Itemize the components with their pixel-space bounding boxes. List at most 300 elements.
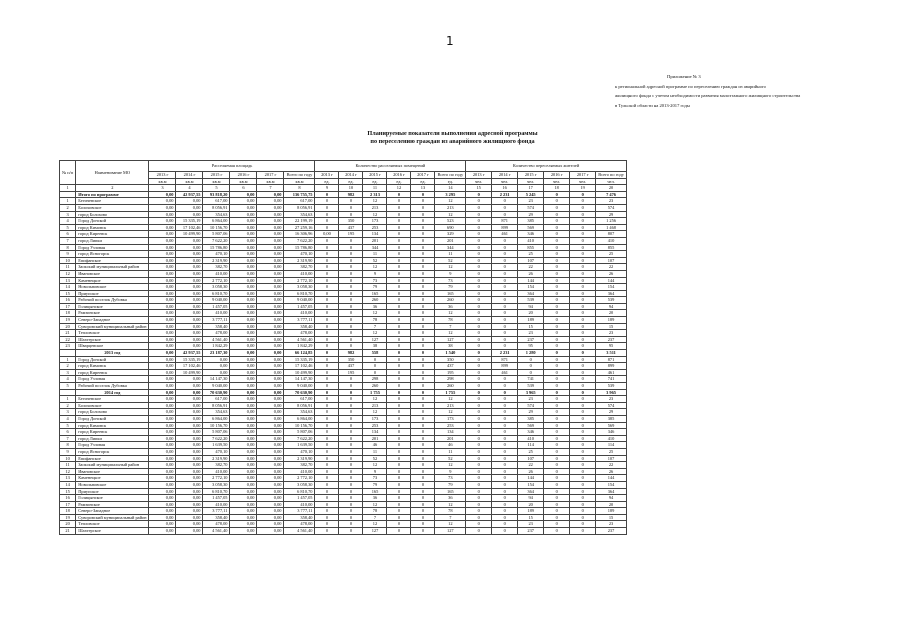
cell-name: Город Узловая bbox=[76, 244, 149, 251]
cell-value: 0 bbox=[492, 323, 518, 330]
cell-value: 25 bbox=[518, 448, 544, 455]
cell-value: 0,00 bbox=[230, 528, 257, 535]
cell-value: 4 561,40 bbox=[203, 336, 230, 343]
cell-name: Приупское bbox=[76, 290, 149, 297]
cell-value: 0,00 bbox=[230, 369, 257, 376]
cell-value: 0,00 bbox=[230, 475, 257, 482]
cell-value: 871 bbox=[596, 356, 627, 363]
cell-value: 0 bbox=[544, 251, 570, 258]
cell-value: 0,00 bbox=[257, 488, 284, 495]
cell-value: 0 bbox=[570, 376, 596, 383]
cell-value: 0,00 bbox=[176, 284, 203, 291]
cell-value: 0,00 bbox=[257, 481, 284, 488]
cell-value: 0 bbox=[387, 251, 411, 258]
table-row bbox=[60, 455, 627, 462]
cell-value: 0,00 bbox=[149, 363, 176, 370]
cell-value: 0 bbox=[570, 422, 596, 429]
cell-no: 15 bbox=[60, 488, 76, 495]
cell-value: 0 bbox=[466, 237, 492, 244]
cell-value: 0,00 bbox=[149, 396, 176, 403]
cell-value: 0 bbox=[339, 297, 363, 304]
cell-value: 10 156,70 bbox=[203, 422, 230, 429]
cell-name: Шахтерское bbox=[76, 336, 149, 343]
cell-value: 0 bbox=[466, 462, 492, 469]
table-row bbox=[60, 198, 627, 205]
cell-value: 0 bbox=[544, 191, 570, 198]
cell-value: 741 bbox=[518, 376, 544, 383]
cell-value: 0 bbox=[570, 251, 596, 258]
cell-value: 0,00 bbox=[149, 481, 176, 488]
cell-value: 26 bbox=[596, 468, 627, 475]
cell-value: 0 bbox=[544, 455, 570, 462]
cell-name: город Ясногорск bbox=[76, 251, 149, 258]
cell-value: 0 bbox=[544, 448, 570, 455]
cell-value: 107 bbox=[518, 455, 544, 462]
header-year: 2017 г bbox=[411, 172, 435, 179]
cell-name: Заокский муниципальный район bbox=[76, 264, 149, 271]
cell-value: 0 bbox=[466, 211, 492, 218]
cell-value: 0,00 bbox=[176, 237, 203, 244]
cell-value: 4 561,40 bbox=[203, 528, 230, 535]
cell-value: 0 bbox=[315, 198, 339, 205]
cell-value: 0,00 bbox=[257, 455, 284, 462]
cell-value: 0 bbox=[570, 290, 596, 297]
cell-no bbox=[60, 389, 76, 396]
cell-value: 0 bbox=[466, 376, 492, 383]
table-row bbox=[60, 336, 627, 343]
cell-value: 0,00 bbox=[257, 468, 284, 475]
cell-value: 344 bbox=[363, 244, 387, 251]
header-column-number: 2 bbox=[76, 185, 149, 192]
cell-value: 0 bbox=[570, 462, 596, 469]
cell-value: 0 bbox=[315, 468, 339, 475]
cell-value: 0,00 bbox=[230, 389, 257, 396]
cell-value: 539 bbox=[518, 383, 544, 390]
cell-value: 0 bbox=[387, 350, 411, 357]
cell-value: 298 bbox=[435, 376, 466, 383]
cell-value: 0,00 bbox=[149, 462, 176, 469]
cell-value: 0 bbox=[544, 218, 570, 225]
cell-value: 569 bbox=[518, 422, 544, 429]
cell-name: Город Донской bbox=[76, 415, 149, 422]
cell-value: 12 bbox=[363, 521, 387, 528]
cell-value: 0,00 bbox=[176, 204, 203, 211]
cell-no: 4 bbox=[60, 376, 76, 383]
header-group-people: Количество переселяемых жителей bbox=[466, 161, 627, 172]
cell-value: 0,00 bbox=[176, 198, 203, 205]
cell-value: 6 864,00 bbox=[203, 415, 230, 422]
cell-value: 0 bbox=[315, 284, 339, 291]
cell-value: 0,00 bbox=[230, 350, 257, 357]
cell-value: 9 bbox=[363, 270, 387, 277]
cell-value: 437 bbox=[435, 363, 466, 370]
cell-value: 0,00 bbox=[176, 277, 203, 284]
cell-value: 73 bbox=[435, 475, 466, 482]
cell-value: 382,70 bbox=[284, 264, 315, 271]
cell-value: 0,00 bbox=[257, 429, 284, 436]
cell-value: 364 bbox=[596, 290, 627, 297]
cell-value: 0 bbox=[387, 303, 411, 310]
cell-value: 0 bbox=[387, 448, 411, 455]
cell-value: 0 bbox=[570, 218, 596, 225]
cell-value: 0 bbox=[492, 317, 518, 324]
cell-value: 0,00 bbox=[230, 237, 257, 244]
cell-value: 0 bbox=[315, 462, 339, 469]
cell-value: 0 bbox=[411, 521, 435, 528]
cell-value: 0 bbox=[387, 462, 411, 469]
table-header bbox=[60, 161, 627, 192]
header-colnum-row bbox=[60, 185, 627, 192]
cell-value: 0,00 bbox=[149, 231, 176, 238]
cell-value: 6 810,70 bbox=[203, 488, 230, 495]
cell-value: 0,00 bbox=[176, 211, 203, 218]
cell-value: 8 056,91 bbox=[284, 204, 315, 211]
cell-name: Епифанское bbox=[76, 257, 149, 264]
cell-value: 22 bbox=[518, 462, 544, 469]
cell-value: 0 bbox=[411, 409, 435, 416]
cell-value: 0 bbox=[387, 369, 411, 376]
cell-value: 0 bbox=[315, 257, 339, 264]
cell-value: 0 bbox=[466, 429, 492, 436]
cell-value: 0,00 bbox=[176, 462, 203, 469]
cell-value: 0 bbox=[387, 528, 411, 535]
cell-no: 18 bbox=[60, 508, 76, 515]
cell-value: 0 bbox=[387, 468, 411, 475]
cell-value: 0 bbox=[466, 495, 492, 502]
title-line: Планируемые показатели выполнения адресной программы bbox=[367, 130, 538, 137]
cell-value: 0,00 bbox=[149, 442, 176, 449]
cell-value: 0 bbox=[492, 488, 518, 495]
cell-value: 0 bbox=[387, 383, 411, 390]
cell-value: 189 bbox=[518, 317, 544, 324]
cell-value: 2 231 bbox=[492, 350, 518, 357]
cell-value: 0 bbox=[315, 363, 339, 370]
cell-value: 213 bbox=[435, 402, 466, 409]
cell-value: 523 bbox=[435, 218, 466, 225]
cell-name: Бегичевское bbox=[76, 396, 149, 403]
cell-value: 0 bbox=[492, 415, 518, 422]
header-unit: чел. bbox=[596, 178, 627, 185]
cell-value: 0,00 bbox=[230, 376, 257, 383]
cell-value: 0,00 bbox=[176, 310, 203, 317]
cell-value: 871 bbox=[492, 356, 518, 363]
cell-value: 0,00 bbox=[176, 396, 203, 403]
cell-value: 0 bbox=[411, 277, 435, 284]
cell-value: 0,00 bbox=[230, 415, 257, 422]
cell-value: 0 bbox=[339, 211, 363, 218]
cell-value: 0 bbox=[492, 237, 518, 244]
cell-no: 9 bbox=[60, 251, 76, 258]
cell-name: 2014 год bbox=[76, 389, 149, 396]
cell-value: 0,00 bbox=[149, 204, 176, 211]
cell-value: 0 bbox=[387, 376, 411, 383]
table-row bbox=[60, 495, 627, 502]
table-row bbox=[60, 277, 627, 284]
cell-value: 0 bbox=[570, 277, 596, 284]
cell-value: 0 bbox=[466, 231, 492, 238]
cell-value: 3 777,11 bbox=[284, 317, 315, 324]
cell-value: 6 864,00 bbox=[203, 218, 230, 225]
cell-value: 617,00 bbox=[284, 198, 315, 205]
cell-value: 4 561,40 bbox=[284, 336, 315, 343]
cell-value: 0 bbox=[492, 264, 518, 271]
cell-no: 7 bbox=[60, 237, 76, 244]
cell-value: 0 bbox=[387, 501, 411, 508]
cell-value: 0 bbox=[570, 415, 596, 422]
table-row bbox=[60, 204, 627, 211]
cell-value: 0 bbox=[466, 481, 492, 488]
cell-value: 0 bbox=[411, 191, 435, 198]
cell-no: 5 bbox=[60, 422, 76, 429]
cell-value: 0,00 bbox=[230, 336, 257, 343]
header-column-number: 13 bbox=[411, 185, 435, 192]
cell-value: 0,00 bbox=[257, 396, 284, 403]
cell-value: 165 bbox=[363, 290, 387, 297]
cell-no: 11 bbox=[60, 462, 76, 469]
header-column-number: 14 bbox=[435, 185, 466, 192]
cell-value: 5 807,06 bbox=[203, 429, 230, 436]
cell-value: 0,00 bbox=[257, 303, 284, 310]
cell-value: 0 bbox=[466, 343, 492, 350]
cell-value: 346 bbox=[518, 429, 544, 436]
cell-value: 0 bbox=[315, 442, 339, 449]
cell-value: 0 bbox=[544, 290, 570, 297]
cell-value: 93 818,20 bbox=[203, 191, 230, 198]
cell-value: 0 bbox=[339, 257, 363, 264]
cell-value: 0 bbox=[339, 435, 363, 442]
header-column-number: 20 bbox=[596, 185, 627, 192]
cell-value: 807 bbox=[596, 231, 627, 238]
header-total: Всего по году bbox=[284, 172, 315, 179]
cell-name: Суворовский муниципальный район bbox=[76, 323, 149, 330]
cell-value: 0,00 bbox=[176, 336, 203, 343]
cell-value: 385 bbox=[518, 415, 544, 422]
cell-value: 0 bbox=[544, 442, 570, 449]
table-row bbox=[60, 310, 627, 317]
cell-value: 237 bbox=[596, 336, 627, 343]
cell-value: 0 bbox=[492, 528, 518, 535]
cell-value: 0,00 bbox=[257, 521, 284, 528]
cell-value: 437 bbox=[339, 224, 363, 231]
cell-value: 73 bbox=[363, 277, 387, 284]
cell-value: 134 bbox=[363, 231, 387, 238]
cell-name: Каменецкое bbox=[76, 277, 149, 284]
cell-value: 0,00 bbox=[257, 435, 284, 442]
cell-name: Новольвовское bbox=[76, 284, 149, 291]
cell-value: 385 bbox=[596, 415, 627, 422]
cell-value: 0 bbox=[363, 356, 387, 363]
cell-value: 0 bbox=[339, 429, 363, 436]
cell-value: 78 bbox=[435, 508, 466, 515]
cell-value: 0,00 bbox=[230, 508, 257, 515]
cell-value: 0,00 bbox=[149, 257, 176, 264]
cell-value: 0 bbox=[339, 455, 363, 462]
cell-value: 0 bbox=[315, 237, 339, 244]
cell-value: 0 bbox=[570, 264, 596, 271]
cell-value: 0,00 bbox=[176, 330, 203, 337]
cell-value: 94 bbox=[596, 495, 627, 502]
cell-value: 0 bbox=[339, 343, 363, 350]
cell-value: 855 bbox=[596, 244, 627, 251]
cell-no: 20 bbox=[60, 323, 76, 330]
cell-value: 11 bbox=[363, 448, 387, 455]
cell-value: 0 bbox=[411, 336, 435, 343]
cell-value: 0,00 bbox=[257, 264, 284, 271]
cell-value: 12 bbox=[435, 396, 466, 403]
cell-value: 15 bbox=[596, 323, 627, 330]
cell-value: 0 bbox=[315, 389, 339, 396]
cell-value: 0 bbox=[411, 455, 435, 462]
cell-name: город Липки bbox=[76, 435, 149, 442]
cell-value: 12 bbox=[363, 330, 387, 337]
cell-value: 0 bbox=[411, 310, 435, 317]
table-row bbox=[60, 257, 627, 264]
cell-value: 189 bbox=[518, 508, 544, 515]
cell-value: 0 bbox=[339, 514, 363, 521]
cell-value: 0,00 bbox=[176, 415, 203, 422]
cell-name: Город Донской bbox=[76, 218, 149, 225]
cell-value: 0 bbox=[492, 475, 518, 482]
cell-value: 0 bbox=[466, 455, 492, 462]
cell-value: 0 bbox=[411, 435, 435, 442]
cell-value: 0 bbox=[339, 277, 363, 284]
header-total: Всего по году bbox=[435, 172, 466, 179]
cell-value: 17 102,46 bbox=[284, 363, 315, 370]
cell-value: 0,00 bbox=[230, 290, 257, 297]
cell-name: Заокский муниципальный район bbox=[76, 462, 149, 469]
cell-value: 7 bbox=[435, 323, 466, 330]
cell-value: 0 bbox=[544, 198, 570, 205]
cell-value: 66 124,85 bbox=[284, 350, 315, 357]
cell-value: 0 bbox=[411, 488, 435, 495]
cell-value: 0 bbox=[387, 514, 411, 521]
cell-value: 329 bbox=[435, 231, 466, 238]
cell-value: 0 bbox=[466, 501, 492, 508]
cell-no: 12 bbox=[60, 270, 76, 277]
cell-value: 0 bbox=[466, 389, 492, 396]
header-total: Всего по году bbox=[596, 172, 627, 179]
cell-value: 0,00 bbox=[149, 528, 176, 535]
cell-name: Северо-Западное bbox=[76, 508, 149, 515]
header-unit: кв.м bbox=[230, 178, 257, 185]
table-row bbox=[60, 429, 627, 436]
header-unit: кв.м bbox=[284, 178, 315, 185]
table-row bbox=[60, 501, 627, 508]
cell-value: 0,00 bbox=[230, 211, 257, 218]
cell-value: 0 bbox=[544, 237, 570, 244]
cell-value: 0 bbox=[387, 389, 411, 396]
cell-value: 0 bbox=[466, 363, 492, 370]
cell-value: 0,00 bbox=[176, 528, 203, 535]
cell-no: 22 bbox=[60, 336, 76, 343]
cell-value: 0,00 bbox=[149, 409, 176, 416]
cell-value: 0,00 bbox=[149, 402, 176, 409]
cell-value: 0,00 bbox=[257, 237, 284, 244]
cell-no: 4 bbox=[60, 218, 76, 225]
cell-value: 253 bbox=[363, 422, 387, 429]
cell-value: 20 bbox=[518, 501, 544, 508]
cell-value: 0,00 bbox=[257, 495, 284, 502]
cell-value: 410,00 bbox=[203, 501, 230, 508]
cell-value: 0 bbox=[363, 363, 387, 370]
cell-value: 1 842,29 bbox=[284, 343, 315, 350]
appendix-line: к региональной адресной программе по переселению граждан из аварийного bbox=[615, 83, 766, 89]
cell-value: 0 bbox=[339, 481, 363, 488]
cell-value: 0,00 bbox=[176, 244, 203, 251]
cell-value: 29 bbox=[596, 409, 627, 416]
cell-no: 3 bbox=[60, 211, 76, 218]
header-column-number: 16 bbox=[492, 185, 518, 192]
cell-no bbox=[60, 191, 76, 198]
cell-value: 0 bbox=[387, 224, 411, 231]
cell-value: 0,00 bbox=[149, 448, 176, 455]
cell-no: 19 bbox=[60, 514, 76, 521]
cell-value: 0 bbox=[387, 415, 411, 422]
cell-value: 195 bbox=[339, 369, 363, 376]
cell-value: 0 bbox=[315, 277, 339, 284]
cell-value: 0 bbox=[544, 468, 570, 475]
cell-value: 36 bbox=[435, 495, 466, 502]
cell-value: 569 bbox=[596, 422, 627, 429]
cell-name: Город Узловая bbox=[76, 442, 149, 449]
cell-value: 29 bbox=[596, 211, 627, 218]
cell-value: 0,00 bbox=[230, 297, 257, 304]
cell-value: 10 156,70 bbox=[203, 224, 230, 231]
cell-value: 0 bbox=[411, 442, 435, 449]
cell-value: 0,00 bbox=[230, 198, 257, 205]
cell-value: 0 bbox=[570, 528, 596, 535]
cell-value: 0 bbox=[339, 330, 363, 337]
table-row bbox=[60, 488, 627, 495]
cell-value: 741 bbox=[596, 376, 627, 383]
cell-value: 173 bbox=[363, 415, 387, 422]
cell-value: 410 bbox=[596, 237, 627, 244]
cell-value: 0 bbox=[339, 521, 363, 528]
cell-value: 358,40 bbox=[203, 514, 230, 521]
cell-value: 0 bbox=[570, 429, 596, 436]
cell-value: 0,00 bbox=[149, 237, 176, 244]
cell-value: 539 bbox=[596, 297, 627, 304]
cell-value: 23 bbox=[518, 521, 544, 528]
cell-value: 0 bbox=[387, 317, 411, 324]
cell-value: 201 bbox=[435, 237, 466, 244]
cell-value: 982 bbox=[339, 191, 363, 198]
cell-value: 0 bbox=[544, 415, 570, 422]
cell-value: 0 bbox=[315, 343, 339, 350]
cell-value: 0,00 bbox=[257, 475, 284, 482]
cell-value: 1 639,50 bbox=[284, 442, 315, 449]
cell-value: 189 bbox=[596, 508, 627, 515]
cell-value: 154 bbox=[518, 481, 544, 488]
cell-value: 0,00 bbox=[230, 396, 257, 403]
cell-name: Новольвовское bbox=[76, 481, 149, 488]
cell-value: 42 937,55 bbox=[176, 191, 203, 198]
cell-value: 0 bbox=[518, 363, 544, 370]
header-column-number: 9 bbox=[315, 185, 339, 192]
cell-value: 364 bbox=[596, 488, 627, 495]
cell-value: 0,00 bbox=[176, 508, 203, 515]
cell-value: 79 bbox=[435, 284, 466, 291]
header-column-number: 11 bbox=[363, 185, 387, 192]
cell-value: 9 040,00 bbox=[203, 297, 230, 304]
cell-value: 0 bbox=[570, 495, 596, 502]
cell-value: 0 bbox=[466, 435, 492, 442]
cell-value: 617,00 bbox=[203, 198, 230, 205]
cell-value: 0 bbox=[466, 475, 492, 482]
header-unit: чел. bbox=[466, 178, 492, 185]
cell-name: Северо-Западное bbox=[76, 317, 149, 324]
cell-value: 0 bbox=[387, 277, 411, 284]
